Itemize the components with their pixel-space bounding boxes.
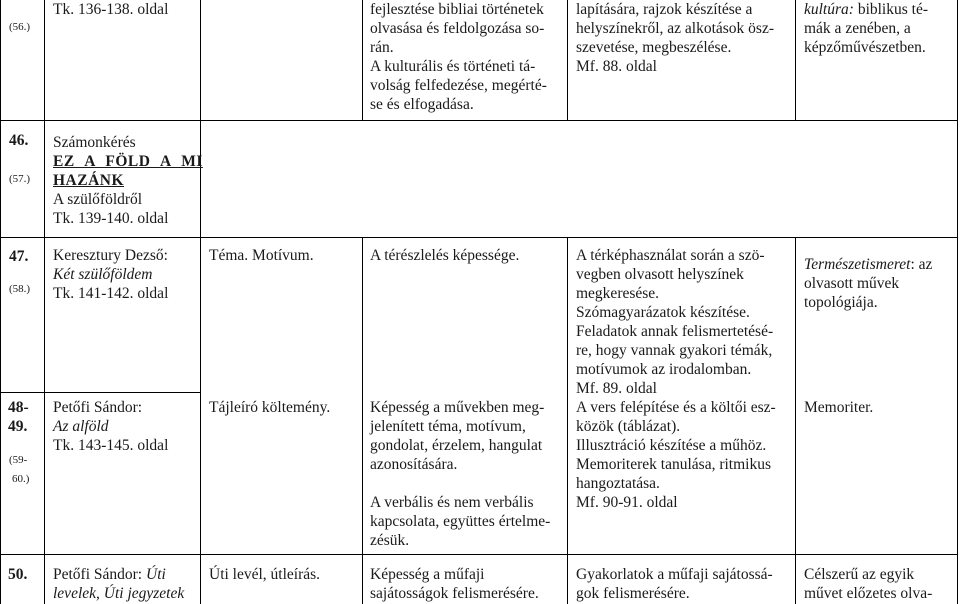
author: Petőfi Sándor: — [53, 566, 143, 583]
row-divider-2 — [0, 237, 958, 238]
material-ref: Tk. 141-142. oldal — [53, 285, 169, 302]
activity-line: helyszínekről, az alkotások ösz- — [576, 20, 774, 37]
activity-line: Mf. 89. oldal — [576, 380, 657, 397]
goal-line: fejlesztése bibliai történetek — [370, 1, 544, 18]
activity-line: hangoztatása. — [576, 475, 660, 492]
author: Petőfi Sándor: — [53, 399, 143, 416]
activity-line: lapítására, rajzok készítése a — [576, 1, 753, 18]
skills: A térészlelés képessége. — [370, 247, 520, 264]
lesson-number: 48- — [8, 399, 29, 416]
skill-line: azonosítására. — [370, 456, 458, 473]
activity-line: szevetése, megbeszélése. — [576, 39, 732, 56]
activity-line: re, hogy vannak gyakori témák, — [576, 342, 773, 359]
work-title: Két szülőföldem — [53, 266, 153, 283]
skill-line: A verbális és nem verbális — [370, 494, 534, 511]
activity-line: közök (táblázat). — [576, 418, 681, 435]
goal-line: se és elfogadása. — [370, 96, 474, 113]
activity-line: Feladatok annak felismertetésé- — [576, 323, 774, 340]
work-title: levelek, Úti jegyzetek — [53, 585, 185, 602]
table-divider-col2 — [200, 0, 201, 604]
activity-line: A térképhasználat során a szö- — [576, 247, 765, 264]
activity-line: megkeresése. — [576, 285, 660, 302]
skill-line: sajátosságok felismerésére. — [370, 585, 539, 602]
row-divider-3 — [0, 392, 200, 393]
lesson-number-sub: 60.) — [12, 473, 30, 485]
skill-line: gondolat, érzelem, hangulat — [370, 437, 543, 454]
activity-line: vegben olvasott helyszínek — [576, 266, 744, 283]
activity-line: A vers felépítése és a költői esz- — [576, 399, 776, 416]
lesson-number-sub: (59- — [9, 454, 28, 466]
goal-line: A kulturális és történeti tá- — [370, 58, 536, 75]
skill-line: kapcsolata, együttes értelme- — [370, 513, 551, 530]
connections: Memoriter. — [804, 399, 874, 416]
work-title: Úti — [146, 566, 166, 583]
connection-text: : az — [910, 256, 933, 273]
material-ref: Tk. 139-140. oldal — [53, 210, 169, 227]
unit-subtitle: A szülőföldről — [53, 191, 143, 208]
connection-line: mák a zenében, a — [804, 20, 911, 37]
activity-line: gok felismerésére. — [576, 585, 690, 602]
activity-line: Mf. 90-91. oldal — [576, 494, 678, 511]
author-line — [53, 565, 166, 584]
concepts: Tájleíró költemény. — [209, 399, 331, 416]
table-border-left — [0, 0, 1, 604]
goal-line: olvasása és feldolgozása so- — [370, 20, 545, 37]
table-divider-col3 — [362, 0, 363, 121]
table-divider-col4b — [567, 238, 568, 604]
lesson-number-sub: (58.) — [9, 283, 31, 295]
skill-line: zésük. — [370, 532, 410, 549]
material-ref: Tk. 136-138. oldal — [53, 1, 169, 18]
skill-line: jelenített téma, motívum, — [370, 418, 526, 435]
connection-line: topológiája. — [804, 294, 878, 311]
connection-line: művet előzetes olva- — [804, 585, 933, 602]
connection-line: képzőművészetben. — [804, 39, 926, 56]
connection-line — [804, 0, 928, 19]
connection-line: olvasott művek — [804, 275, 900, 292]
goal-line: rán. — [370, 39, 394, 56]
unit-heading: EZ A FÖLD A MI — [53, 153, 203, 170]
row-divider-4 — [0, 554, 958, 555]
work-title: Az alföld — [53, 418, 109, 435]
skill-line: Képesség a műfaji — [370, 566, 485, 583]
row-divider-1 — [0, 120, 958, 121]
lesson-number: 50. — [8, 566, 28, 583]
unit-heading: HAZÁNK — [53, 172, 125, 189]
connection-line: Célszerű az egyik — [804, 566, 915, 583]
connection-label: Természetismeret — [804, 256, 911, 273]
lesson-number-sub: (57.) — [9, 173, 31, 185]
connection-label: kultúra: — [804, 1, 854, 18]
table-divider-col5 — [795, 0, 796, 121]
material-ref: Tk. 143-145. oldal — [53, 437, 169, 454]
lesson-number-sub: (56.) — [9, 21, 31, 33]
table-divider-col3b — [362, 238, 363, 604]
connection-text: biblikus té- — [857, 1, 928, 18]
concepts: Téma. Motívum. — [209, 247, 314, 264]
lesson-number: 47. — [9, 248, 29, 265]
connection-line — [804, 255, 932, 274]
table-divider-col4 — [567, 0, 568, 121]
activity-line: Szómagyarázatok készítése. — [576, 304, 750, 321]
table-border-right — [957, 0, 958, 604]
activity-line: Memoriterek tanulása, ritmikus — [576, 456, 771, 473]
activity-line: motívumok az irodalomban. — [576, 361, 752, 378]
activity-line: Gyakorlatok a műfaji sajátossá- — [576, 566, 773, 583]
lesson-number: 49. — [8, 418, 28, 435]
table-divider-col1 — [44, 0, 45, 604]
lesson-number: 46. — [9, 132, 29, 149]
activity-line: Mf. 88. oldal — [576, 58, 657, 75]
skill-line: Képesség a művekben meg- — [370, 399, 545, 416]
lesson-title: Számonkérés — [53, 134, 136, 151]
activity-line: Illusztráció készítése a műhöz. — [576, 437, 767, 454]
goal-line: volság felfedezése, megérté- — [370, 77, 547, 94]
author: Keresztury Dezső: — [53, 247, 168, 264]
table-divider-col5b — [795, 238, 796, 604]
concepts: Úti levél, útleírás. — [209, 566, 321, 583]
